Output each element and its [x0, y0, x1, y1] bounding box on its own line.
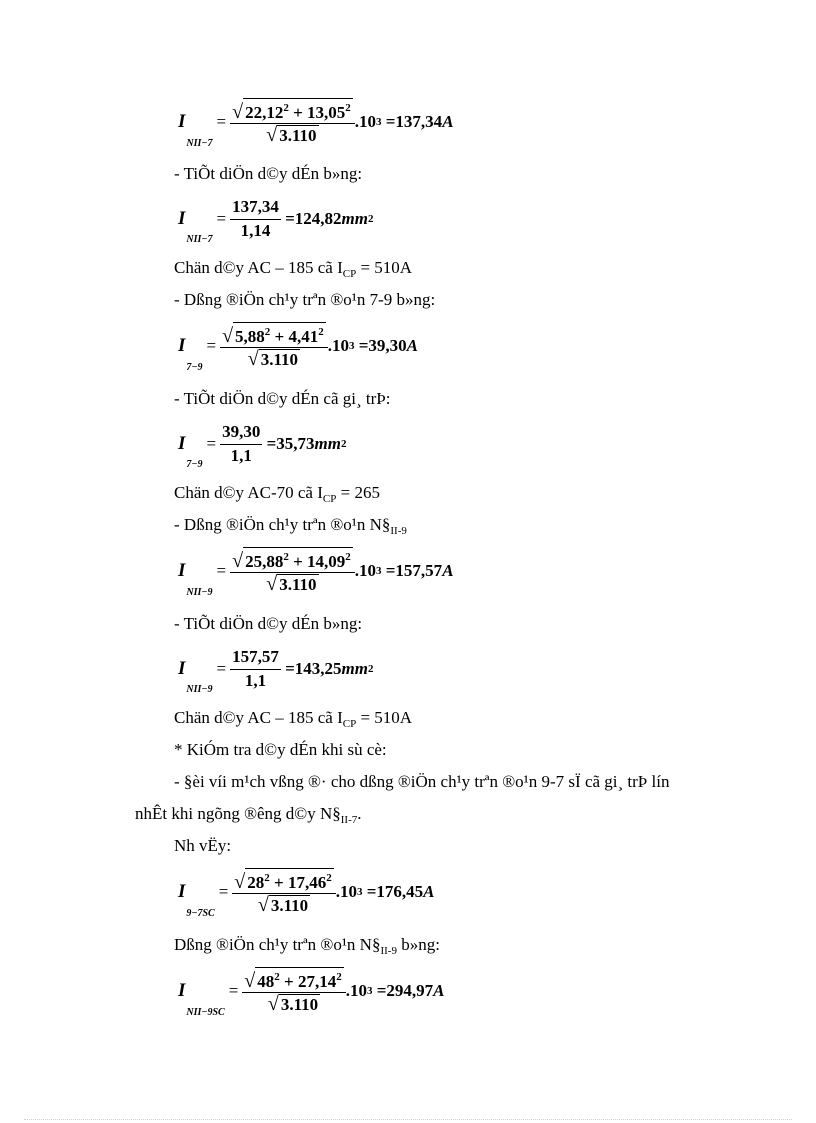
result-unit: mm	[341, 658, 368, 678]
denominator: 3.110	[279, 575, 317, 594]
unit-exponent: 2	[367, 212, 374, 225]
result-unit: A	[406, 335, 419, 355]
text-line: - TiÕt diÖn d©y dÉn b»ng:	[174, 164, 363, 183]
exponent: 3	[366, 984, 373, 997]
numerator: 157,57	[232, 647, 279, 666]
formula-subscript: 7−9	[186, 459, 203, 470]
result-value: =35,73	[266, 433, 315, 453]
denominator: 1,1	[244, 671, 267, 690]
equals-sign: =	[206, 335, 217, 355]
text-line: - TiÕt diÖn d©y dÉn b»ng:	[174, 614, 363, 633]
denominator: 1,1	[230, 446, 252, 465]
text-line: - TiÕt diÖn d©y dÉn cã gi¸ trÞ:	[174, 389, 391, 408]
numerator-term-a: 5,88	[235, 327, 265, 346]
fraction: √ $25,88^2 + 14,09^2$ √ 3.110	[230, 547, 355, 594]
current-symbol: I	[178, 559, 186, 581]
equals-sign: =	[216, 208, 227, 228]
numerator-term-a: 48	[257, 972, 275, 991]
formula-cross-section-nii-7	[178, 196, 374, 245]
current-symbol: I	[178, 979, 186, 1001]
formula-cross-section-7-9	[178, 421, 347, 470]
result-unit: A	[442, 111, 454, 131]
exponent: 3	[356, 885, 363, 898]
numerator-term-b: 14,09	[307, 552, 346, 571]
multiplier: .10	[327, 335, 349, 355]
text-line: - Dßng ®iÖn ch¹y trªn ®o¹n $N\S_{II-9}$	[174, 515, 407, 537]
numerator-term-b: 17,46	[287, 873, 327, 892]
current-symbol: I	[178, 207, 186, 229]
result-value: =294,97	[376, 980, 434, 1000]
text-line: Dßng ®iÖn ch¹y trªn ®o¹n $N\S_{II-9}$ b»ng:	[174, 935, 440, 957]
numerator-term-a: 22,12	[245, 103, 284, 122]
formula-subscript: NII−7	[186, 138, 213, 149]
result-value: =39,30	[358, 335, 407, 355]
equals-sign: =	[206, 433, 217, 453]
text-line: Nh vËy:	[174, 836, 232, 855]
formula-current-7-9	[178, 322, 419, 373]
text-line: nhÊt khi ngõng ®êng d©y $N\S_{II-7}$.	[135, 804, 362, 826]
exponent: 3	[376, 115, 382, 128]
text-line: - Dßng ®iÖn ch¹y trªn ®o¹n 7-9 b»ng:	[174, 290, 436, 309]
result-value: =143,25	[285, 658, 342, 678]
unit-exponent: 2	[340, 437, 347, 450]
result-value: =124,82	[285, 208, 342, 228]
text-line: Chän d©y AC – 185 cã $I_{CP} = 510A$	[174, 258, 413, 280]
current-symbol: I	[178, 880, 186, 902]
equals-sign: =	[218, 881, 229, 901]
result-unit: mm	[314, 433, 341, 453]
formula-subscript: NII−7	[186, 234, 213, 245]
text-line: - §èi víi m¹ch vßng ®· cho dßng ®iÖn ch¹y trªn ®o¹n 9-7 sÏ cã gi¸ trÞ lín	[174, 772, 670, 791]
text-line: * KiÓm tra d©y dÉn khi sù cè:	[174, 740, 387, 759]
fraction: √ $22,12^2 + 13,05^2$ √ 3.110	[230, 98, 355, 145]
denominator: 3.110	[260, 350, 299, 369]
fraction	[230, 196, 281, 241]
multiplier: .10	[345, 980, 367, 1000]
result-unit: A	[442, 560, 454, 580]
multiplier: .10	[354, 111, 376, 131]
numerator-term-a: 28	[247, 873, 265, 892]
formula-cross-section-nii-9	[178, 646, 374, 695]
formula-current-9-7-sc	[178, 868, 435, 919]
denominator: 3.110	[279, 126, 317, 145]
fraction: √ $28^2 + 17,46^2$ √ 3.110	[232, 868, 335, 915]
current-symbol: I	[178, 334, 186, 356]
equals-sign: =	[216, 111, 227, 131]
result-value: =157,57	[385, 560, 443, 580]
fraction: √ $48^2 + 27,14^2$ √ 3.110	[242, 967, 345, 1014]
numerator-term-b: 13,05	[307, 103, 346, 122]
formula-subscript: NII−9SC	[186, 1007, 225, 1018]
denominator: 3.110	[280, 995, 319, 1014]
page-bottom-rule	[24, 1119, 792, 1120]
formula-subscript: NII−9	[186, 684, 213, 695]
current-symbol: I	[178, 110, 186, 132]
exponent: 3	[348, 339, 355, 352]
formula-current-nii-7	[178, 98, 454, 149]
text-line: Chän d©y AC – 185 cã $I_{CP} = 510A$	[174, 708, 413, 730]
result-unit: mm	[341, 208, 368, 228]
result-unit: A	[433, 980, 445, 1000]
text-line: Chän d©y AC-70 cã $I_{CP} = 265$	[174, 483, 380, 505]
numerator: 39,30	[222, 422, 261, 441]
result-value: =137,34	[385, 111, 443, 131]
multiplier: .10	[354, 560, 376, 580]
equals-sign: =	[216, 560, 227, 580]
result-unit: A	[423, 881, 435, 901]
current-symbol: I	[178, 657, 186, 679]
numerator-term-a: 25,88	[245, 552, 284, 571]
equals-sign: =	[228, 980, 239, 1000]
unit-exponent: 2	[367, 662, 374, 675]
result-value: =176,45	[366, 881, 424, 901]
multiplier: .10	[335, 881, 357, 901]
formula-subscript: NII−9	[186, 587, 213, 598]
current-symbol: I	[178, 432, 186, 454]
equals-sign: =	[216, 658, 227, 678]
numerator: 137,34	[232, 197, 279, 216]
numerator-term-b: 27,14	[297, 972, 337, 991]
formula-subscript: 9−7SC	[186, 908, 215, 919]
denominator: 1,14	[240, 221, 271, 240]
fraction: √ $5,88^2 + 4,41^2$ √ 3.110	[220, 322, 328, 369]
fraction	[230, 646, 281, 691]
exponent: 3	[376, 564, 382, 577]
fraction	[220, 421, 262, 466]
formula-subscript: 7−9	[186, 362, 203, 373]
denominator: 3.110	[270, 896, 309, 915]
numerator-term-b: 4,41	[288, 327, 319, 346]
formula-current-nii-9	[178, 547, 454, 598]
formula-current-nii-9-sc	[178, 967, 445, 1018]
